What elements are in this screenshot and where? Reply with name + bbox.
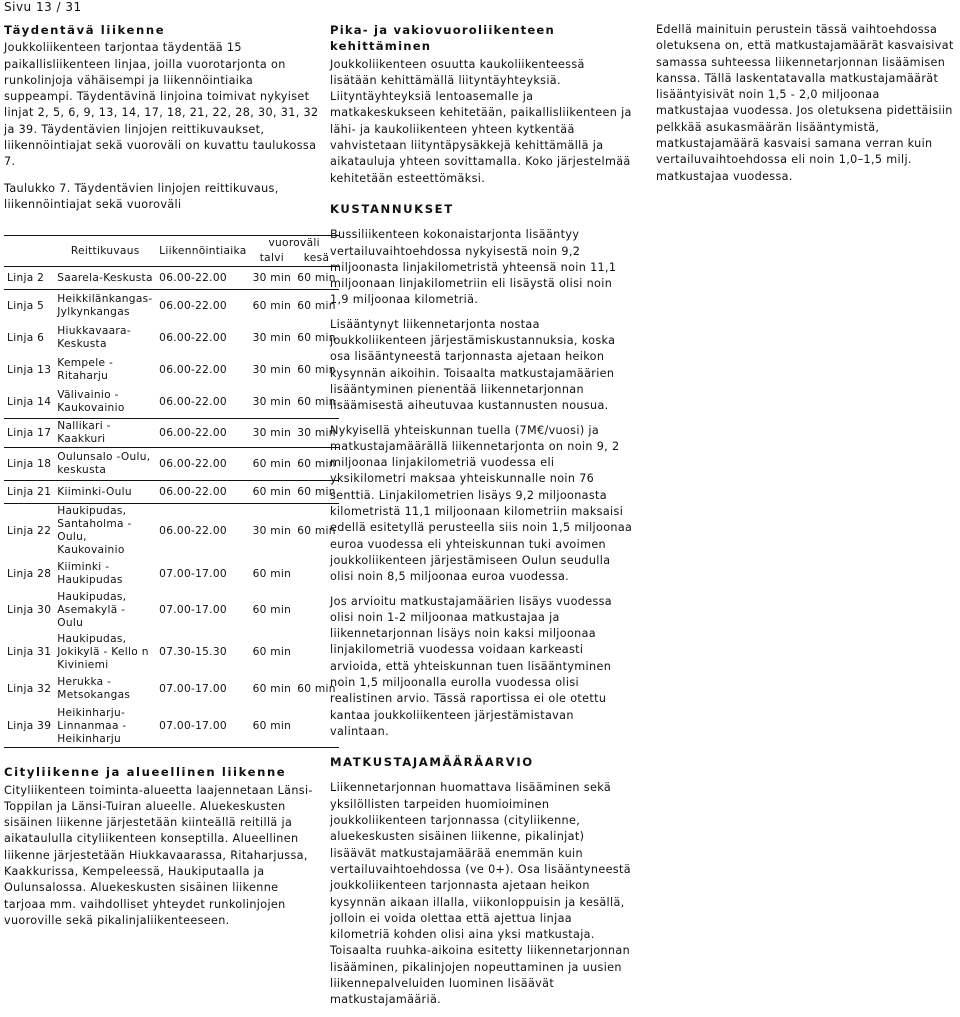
paragraph-costs-2: Lisääntynyt liikennetarjonta nostaa joukkoliikenteen järjestämiskustannuksia, koska osa lisääntyneestä tarjonnasta ajetaan heikon kysynnän aikoihin. Toisaalta matkustajamäärien lisääntyminen pienentää liikennetarjonnan lisäämisestä aiheutuvaa kustannusten nousua. — [330, 317, 616, 413]
section-heading-city: Cityliikenne ja alueellinen liikenne — [4, 765, 287, 780]
cell-time: 07.00-17.00 — [159, 604, 227, 617]
cell-winter: 60 min — [250, 481, 295, 504]
table-row — [4, 448, 339, 481]
cell-summer: 60 min — [294, 448, 339, 481]
cell-summer: 60 min — [297, 363, 336, 376]
header-route: Reittikuvaus — [54, 236, 156, 267]
cell-summer: 60 min — [297, 395, 336, 408]
table-row — [4, 322, 339, 354]
cell-route: Heikinharju-Linnanmaa - Heikinharju — [54, 705, 156, 748]
cell-line: Linja 31 — [7, 645, 52, 658]
cell-line: Linja 32 — [7, 682, 52, 695]
cell-winter: 60 min — [252, 645, 292, 658]
cell-summer: 60 min — [297, 682, 336, 695]
cell-route: Saarela-Keskusta — [54, 267, 156, 290]
cell-line: Linja 17 — [4, 419, 54, 448]
cell-winter: 30 min — [250, 504, 295, 559]
cell-line: Linja 39 — [4, 705, 54, 748]
cell-summer: 30 min — [294, 419, 339, 448]
column-middle — [330, 22, 634, 1017]
cell-summer: 60 min — [294, 481, 339, 504]
cell-winter: 60 min — [252, 567, 292, 580]
section-heading-supplementary: Täydentävä liikenne — [4, 23, 166, 37]
cell-route: Oulunsalo -Oulu, keskusta — [54, 448, 156, 481]
column-left — [4, 22, 336, 937]
header-summer: kesä — [294, 251, 339, 267]
table-caption: Taulukko 7. Täydentävien linjojen reittikuvaus, liikennöintiajat sekä vuoroväli — [4, 181, 279, 211]
cell-winter: 60 min — [250, 290, 295, 323]
section-heading-passenger-estimate: MATKUSTAJAMÄÄRÄARVIO — [330, 755, 534, 770]
paragraph-costs-4: Jos arvioitu matkustajamäärien lisäys vuodessa olisi noin 1-2 miljoonaa matkustajaa ja liikennetarjonnan lisäys noin kaksi miljoonaa linjakilometriä vuodessa voidaan karkeasti arvioida, että yhteiskunnan tuen lisääntyminen noin 1,5 miljoonalla eurolla vuodessa olisi realistinen arvio. Tässä raportissa ei ole otettu kantaa joukkoliikenteen järjestämistavan valintaan. — [330, 594, 613, 738]
cell-line: Linja 14 — [7, 395, 52, 408]
section-heading-express: Pika- ja vakiovuoroliikenteen kehittäminen — [330, 23, 555, 54]
cell-line: Linja 2 — [4, 267, 54, 290]
cell-winter: 60 min — [250, 448, 295, 481]
cell-route: Haukipudas, Santaholma - Oulu, Kaukovainio — [54, 504, 156, 559]
cell-winter: 30 min — [252, 363, 292, 376]
table-row — [4, 558, 339, 590]
cell-line: Linja 13 — [7, 363, 52, 376]
cell-summer: 60 min — [294, 267, 339, 290]
table-row — [4, 290, 339, 323]
table-row — [4, 673, 339, 705]
paragraph-costs-3: Nykyisellä yhteiskunnan tuella (7M€/vuosi) ja matkustajamäärällä liikennetarjonta on noin 9, 2 miljoonaa linjakilometriä vuodessa eli yksikilometri maksaa yhteiskunnalle noin 76 senttiä. Linjakilometrien lisäys 9,2 miljoonasta kilometristä 11,1 miljoonaan kilometriin maksaisi edellä esitetyllä perusteella siis noin 1,5 miljoonaa euroa vuodessa eli yhteiskunnan tuki avoimen joukkoliikenteen järjestämiseen Oulun seudulla olisi noin 8,5 miljoonaa euroa vuodessa. — [330, 423, 633, 584]
table-row — [4, 504, 339, 559]
cell-time: 06.00-22.00 — [156, 290, 249, 323]
cell-winter: 30 min — [250, 419, 295, 448]
cell-time: 07.30-15.30 — [159, 645, 227, 658]
paragraph-city: Cityliikenteen toiminta-alueetta laajennetaan Länsi-Toppilan ja Länsi-Tuiran alueelle. Aluekeskusten sisäinen liikenne järjestetään kiinteällä reitillä ja aikataululla cityliikenteen konseptilla. Alueellinen liikenne järjestetään Hiukkavaarassa, Ritaharjussa, Kaakkurissa, Kempeleessä, Haukiputaalla ja Oulunsalossa. Aluekeskusten sisäinen liikenne tarjoaa mm. vaihdolliset yhteydet runkolinjojen vuoroville sekä pikalinjaliikenteeseen. — [4, 783, 313, 927]
cell-time: 06.00-22.00 — [156, 448, 249, 481]
cell-winter: 30 min — [250, 267, 295, 290]
cell-winter: 60 min — [252, 604, 292, 617]
cell-winter: 30 min — [252, 331, 292, 344]
cell-line: Linja 28 — [7, 567, 52, 580]
cell-summer: 60 min — [297, 331, 336, 344]
cell-route: Heikkilänkangas-Jylkynkangas — [54, 290, 156, 323]
page-number: Sivu 13 / 31 — [4, 0, 82, 14]
cell-time: 07.00-17.00 — [156, 705, 249, 748]
cell-line: Linja 18 — [4, 448, 54, 481]
cell-time: 06.00-22.00 — [156, 419, 249, 448]
cell-winter: 60 min — [252, 682, 292, 695]
cell-line: Linja 30 — [7, 604, 52, 617]
cell-winter: 30 min — [252, 395, 292, 408]
cell-time: 06.00-22.00 — [156, 481, 249, 504]
routes-table-body — [4, 267, 339, 748]
cell-route: Haukipudas, Jokikylä - Kello n Kiviniemi — [57, 632, 149, 671]
cell-line: Linja 5 — [4, 290, 54, 323]
cell-route: Haukipudas, Asemakylä - Oulu — [57, 591, 127, 630]
cell-time: 07.00-17.00 — [159, 682, 227, 695]
paragraph-assumptions: Edellä mainituin perustein tässä vaihtoehdossa oletuksena on, että matkustajamäärät kasvaisivat samassa suhteessa liikennetarjonnan lisäämisen kanssa. Tällä laskentatavalla matkustajamäärät lisääntyisivät noin 1,5 - 2,0 miljoonaa matkustajaa vuodessa. Jos oletuksena pidettäisiin pelkkää asukasmäärän lisääntymistä, matkustajamäärä kasvaisi samana verran kuin vertailuvaihtoehdossa eli noin 1,0–1,5 milj. matkustajaa vuodessa. — [656, 23, 954, 183]
table-row — [4, 481, 339, 504]
table-row — [4, 386, 339, 419]
cell-time: 06.00-22.00 — [159, 363, 227, 376]
header-line-empty — [4, 236, 54, 267]
cell-route: Hiukkavaara-Keskusta — [57, 325, 131, 351]
cell-route: Välivainio - Kaukovainio — [57, 389, 125, 415]
column-right — [656, 22, 956, 193]
paragraph-express: Joukkoliikenteen osuutta kaukoliikenteessä lisätään kehittämällä liityntäyhteyksiä. Liityntäyhteyksiä lentoasemalle ja matkakeskukseen kehitetään, paikallisliikenteen ja lähi- ja kaukoliikenteen yhteen kytkentää vahvistetaan liityntäpysäkkejä kehittämällä ja aikatauluja yhteen sovittamalla. Koko järjestelmää kehitetään esteettömäksi. — [330, 57, 632, 185]
header-winter: talvi — [250, 251, 295, 267]
cell-line: Linja 6 — [7, 331, 45, 344]
table-row — [4, 705, 339, 748]
cell-route: Herukka - Metsokangas — [57, 676, 131, 702]
cell-line: Linja 22 — [4, 504, 54, 559]
header-interval: vuoroväli — [250, 236, 339, 252]
cell-time: 06.00-22.00 — [159, 395, 227, 408]
table-row — [4, 267, 339, 290]
table-row — [4, 590, 339, 631]
paragraph-passenger-estimate: Liikennetarjonnan huomattava lisääminen sekä yksilöllisten tarpeiden huomioiminen joukkoliikenteen tarjonnassa (cityliikenne, aluekeskusten sisäinen liikenne, pikalinjat) lisäävät matkustajamäärää enemmän kuin vertailuvaihtoehdossa (ve 0+). Osa lisääntyneestä joukkoliikenteen tarjonnasta ajetaan heikon kysynnän aikaan illalla, viikonloppuisin ja kesällä, jolloin ei voida olettaa että ajettua linjaa kilometriä kohden olisi aina yksi matkustaja. Toisaalta ruuhka-aikoina esitetty liikennetarjonnan lisääminen, pikalinjojen nopeuttaminen ja uusien liikennepalveluiden luominen lisäävät matkustajamääriä. — [330, 781, 631, 1007]
cell-route: Kiiminki - Haukipudas — [57, 561, 123, 587]
routes-table — [4, 235, 339, 748]
cell-summer: 60 min — [294, 504, 339, 559]
header-time: Liikennöintiaika — [156, 236, 249, 267]
cell-summer: 60 min — [294, 290, 339, 323]
cell-route: Nallikari - Kaakkuri — [54, 419, 156, 448]
paragraph-costs-1: Bussiliikenteen kokonaistarjonta lisääntyy vertailuvaihtoehdossa nykyisestä noin 9,2 miljoonasta linjakilometristä yhteensä noin 11,1 miljoonaan linjakilometriin eli lisäystä olisi noin 1,9 miljoonaa kilometriä. — [330, 228, 617, 307]
table-row — [4, 419, 339, 448]
cell-route: Kempele - Ritaharju — [57, 357, 114, 383]
section-heading-costs: KUSTANNUKSET — [330, 201, 454, 216]
table-row — [4, 631, 339, 673]
cell-time: 07.00-17.00 — [159, 567, 227, 580]
cell-time: 06.00-22.00 — [159, 331, 227, 344]
cell-winter: 60 min — [250, 705, 295, 748]
cell-line: Linja 21 — [4, 481, 54, 504]
cell-time: 06.00-22.00 — [156, 267, 249, 290]
cell-time: 06.00-22.00 — [156, 504, 249, 559]
cell-route: Kiiminki-Oulu — [54, 481, 156, 504]
paragraph-supplementary-intro: Joukkoliikenteen tarjontaa täydentää 15 paikallisliikenteen linjaa, joilla vuorotarjonta on runkolinjoja vähäisempi ja liikennöintiaika suppeampi. Täydentävinä linjoina toimivat nykyiset linjat 2, 5, 6, 9, 13, 14, 17, 18, 21, 22, 28, 30, 31, 32 ja 39. Täydentävien linjojen reittikuvaukset, liikennöintiajat sekä vuoroväli on kuvattu taulukossa 7. — [4, 41, 319, 169]
table-row — [4, 354, 339, 386]
